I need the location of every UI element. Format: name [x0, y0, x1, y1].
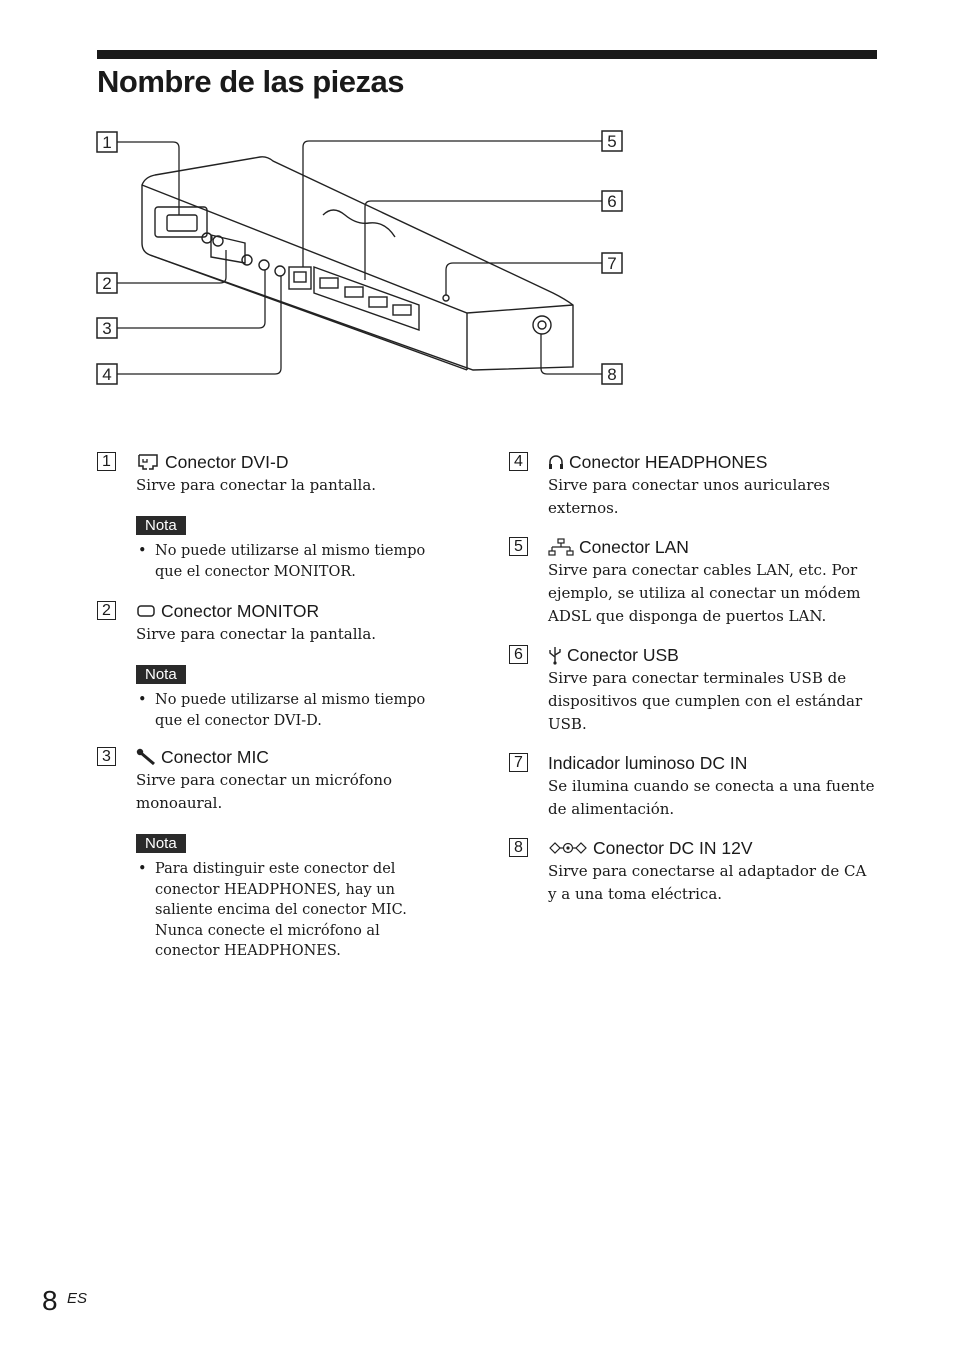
headphones-jack — [275, 266, 285, 276]
page-language: ES — [67, 1290, 88, 1307]
docking-station-diagram — [95, 125, 635, 395]
item-number: 4 — [509, 452, 528, 471]
item-3 — [97, 745, 437, 962]
item-number: 6 — [509, 645, 528, 664]
svg-text:3: 3 — [102, 319, 112, 338]
right-column — [509, 450, 879, 906]
item-description: Sirve para conectar un micrófono monoaural. — [136, 771, 393, 812]
item-title: Conector LAN — [579, 537, 689, 557]
dc-in-indicator — [443, 295, 449, 301]
item-description: Sirve para conectar la pantalla. — [136, 625, 377, 643]
page-number: 8 — [42, 1285, 58, 1316]
item-5 — [509, 535, 879, 628]
item-number: 5 — [509, 537, 528, 556]
item-description: Sirve para conectar terminales USB de dispositivos que cumplen con el estándar USB. — [548, 669, 863, 733]
item-description: Sirve para conectarse al adaptador de CA y a una toma eléctrica. — [548, 862, 867, 903]
lan-port — [289, 267, 311, 289]
page-title: Nombre de las piezas — [97, 64, 405, 99]
item-number: 3 — [97, 747, 116, 766]
item-number: 1 — [97, 452, 116, 471]
nota-bullet: • Para distinguir este conector del conector HEADPHONES, hay un saliente encima del conector MIC. Nunca conecte el micrófono al conector HEADPHONES. — [136, 859, 437, 962]
item-8 — [509, 836, 879, 906]
item-number: 8 — [509, 838, 528, 857]
item-title: Conector DVI-D — [165, 452, 289, 472]
microphone-icon — [136, 748, 156, 766]
item-description: Sirve para conectar unos auriculares externos. — [548, 476, 831, 517]
svg-text:5: 5 — [607, 132, 617, 151]
mic-jack — [259, 260, 269, 270]
nota-bullet: • No puede utilizarse al mismo tiempo que el conector MONITOR. — [136, 541, 437, 582]
nota-label: Nota — [136, 834, 186, 853]
item-7 — [509, 751, 879, 821]
dc-in-icon — [548, 841, 588, 855]
left-column — [97, 450, 437, 962]
dvi-port — [155, 207, 207, 237]
dvi-icon — [136, 453, 160, 471]
usb-icon — [548, 645, 562, 665]
nota-bullet: • No puede utilizarse al mismo tiempo que el conector DVI-D. — [136, 690, 437, 731]
item-number: 7 — [509, 753, 528, 772]
vga-port — [211, 235, 245, 263]
item-4 — [509, 450, 879, 520]
item-title: Conector HEADPHONES — [569, 452, 768, 472]
headphones-icon — [548, 453, 564, 471]
item-1 — [97, 450, 437, 582]
nota-label: Nota — [136, 665, 186, 684]
svg-text:4: 4 — [102, 365, 112, 384]
item-description: Sirve para conectar la pantalla. — [136, 476, 377, 494]
svg-text:8: 8 — [607, 365, 617, 384]
svg-text:6: 6 — [607, 192, 617, 211]
item-title: Conector MONITOR — [161, 601, 320, 621]
item-description: Sirve para conectar cables LAN, etc. Por ejemplo, se utiliza al conectar un módem ADSL que disponga de puertos LAN. — [548, 561, 861, 625]
item-description: Se ilumina cuando se conecta a una fuente de alimentación. — [548, 777, 875, 818]
item-number: 2 — [97, 601, 116, 620]
item-title: Conector USB — [567, 645, 679, 665]
item-title: Conector DC IN 12V — [593, 838, 753, 858]
item-6 — [509, 643, 879, 736]
item-title: Indicador luminoso DC IN — [548, 753, 748, 773]
dc-in-jack — [533, 316, 551, 334]
lan-icon — [548, 538, 574, 556]
svg-text:1: 1 — [102, 133, 112, 152]
title-rule — [97, 50, 877, 59]
svg-text:7: 7 — [607, 254, 617, 273]
nota-label: Nota — [136, 516, 186, 535]
item-2 — [97, 599, 437, 731]
monitor-icon — [136, 603, 156, 619]
item-title: Conector MIC — [161, 747, 269, 767]
svg-text:2: 2 — [102, 274, 112, 293]
